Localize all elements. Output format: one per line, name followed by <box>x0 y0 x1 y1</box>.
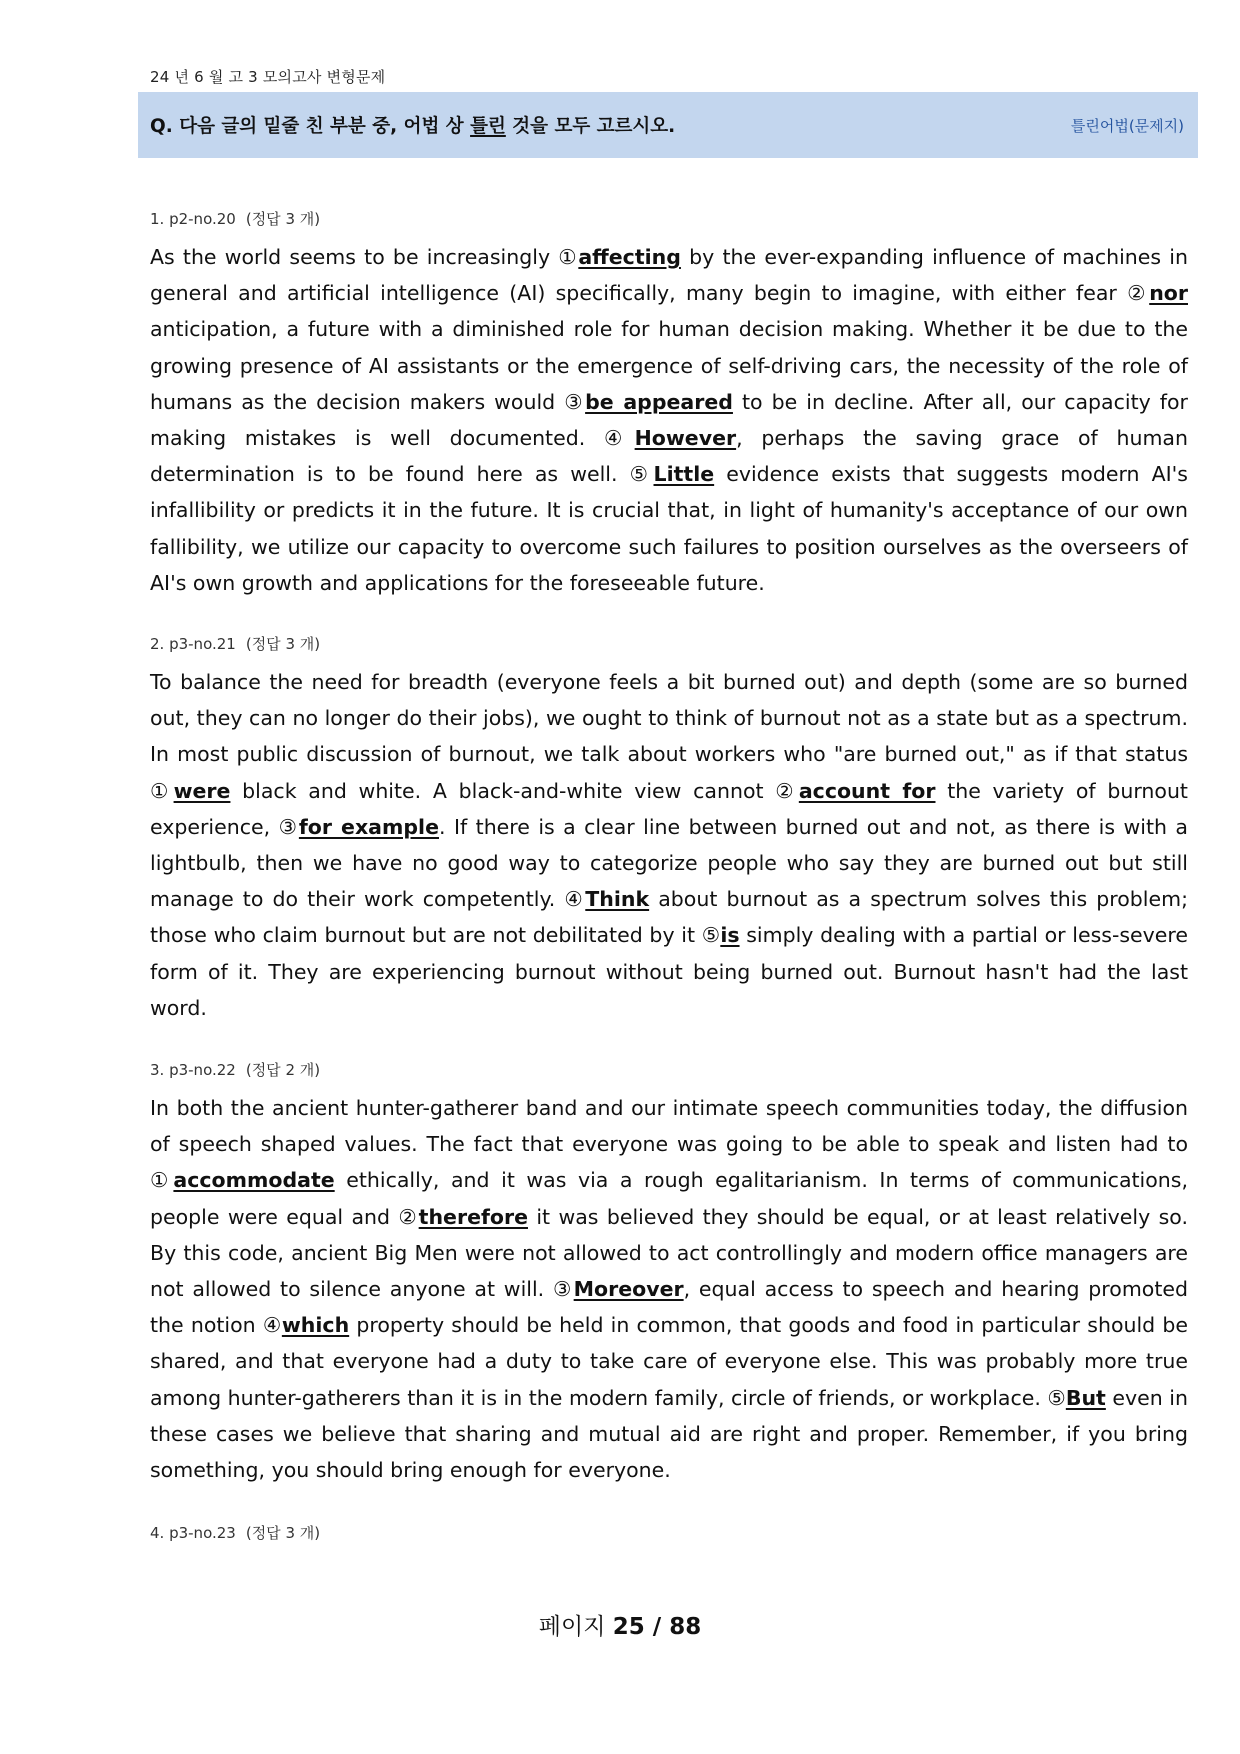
passage-segment: In both the ancient hunter-gatherer band and our intimate speech communities today, the diffusion of speech shaped values. The fact that everyone was going to be able to speak and listen had to <box>150 1096 1188 1157</box>
passage-segment: about burnout as a spectrum solves this problem; those who claim burnout but are not debilitated by it <box>150 887 1188 948</box>
answer-count: (정답 3 개) <box>245 210 321 228</box>
underlined-choice: were <box>173 778 231 803</box>
choice-number: ③ <box>552 1277 574 1302</box>
passage-segment: to be in decline. After all, our capacity for making mistakes is well documented. <box>150 389 1188 451</box>
answer-count: (정답 3 개) <box>245 635 321 653</box>
passage-segment: simply dealing with a partial or less-severe form of it. They are experiencing burnout without being burned out. Burnout hasn't had the last word. <box>150 923 1188 1020</box>
underlined-choice: be appeared <box>585 389 733 414</box>
problem-label: 4. p3-no.23 <box>150 1524 236 1542</box>
underlined-choice: affecting <box>578 245 681 269</box>
passage-segment: As the world seems to be increasingly <box>150 245 559 269</box>
underlined-choice: However <box>634 426 737 451</box>
question-instruction <box>150 112 675 138</box>
page-number-prefix: 페이지 <box>538 1614 613 1640</box>
question-prefix: Q. 다음 글의 밑줄 친 부분 중, 어법 상 <box>150 116 471 137</box>
underlined-choice: Moreover <box>573 1277 684 1302</box>
passage-text <box>150 239 1188 601</box>
choice-number: ⑤ <box>1047 1385 1066 1410</box>
choice-number: ① <box>150 778 174 803</box>
problem-label: 2. p3-no.21 <box>150 635 236 653</box>
answer-count: (정답 3 개) <box>245 1524 321 1542</box>
underlined-choice: Little <box>653 462 715 487</box>
passage-text <box>150 1090 1188 1488</box>
passage-segment: it was believed they should be equal, or at least relatively so. By this code, ancient Big Men were not allowed to act controllingly and modern office managers are not allowed to silence anyone at will. <box>150 1204 1188 1302</box>
choice-number: ⑤ <box>629 462 654 487</box>
choice-number: ④ <box>604 426 635 451</box>
underlined-choice: accommodate <box>173 1168 335 1193</box>
choice-number: ① <box>558 245 579 269</box>
problem-header <box>150 1522 1188 1543</box>
page-separator: / <box>644 1614 670 1640</box>
choice-number: ④ <box>262 1313 282 1338</box>
problem-label: 1. p2-no.20 <box>150 210 236 228</box>
passage-segment: by the ever-expanding influence of machines in general and artificial intelligence (AI) specifically, many begin to imagine, with either fear <box>150 245 1188 306</box>
passage-segment: , equal access to speech and hearing promoted the notion <box>150 1277 1188 1338</box>
problem-2 <box>150 633 1188 1026</box>
choice-number: ③ <box>278 814 299 839</box>
choice-number: ② <box>775 778 799 803</box>
choice-number: ② <box>1127 281 1150 306</box>
underlined-choice: But <box>1065 1385 1106 1410</box>
page-total: 88 <box>669 1614 702 1640</box>
problem-header <box>150 633 1188 654</box>
document-header: 24 년 6 월 고 3 모의고사 변형문제 <box>150 68 386 86</box>
choice-number: ③ <box>564 389 586 414</box>
page-number <box>0 1608 1240 1641</box>
problem-label: 3. p3-no.22 <box>150 1061 236 1079</box>
passage-segment: anticipation, a future with a diminished role for human decision making. Whether it be due to the growing presence of AI assistants or the emergence of self-driving cars, the necessity of the role of humans as the decision makers would <box>150 317 1188 414</box>
underlined-choice: therefore <box>418 1204 528 1229</box>
choice-number: ④ <box>564 887 586 912</box>
underlined-choice: Think <box>585 887 650 912</box>
passage-segment: evidence exists that suggests modern AI's infallibility or predicts it in the future. It is crucial that, in light of humanity's acceptance of our own fallibility, we utilize our capacity to overcome such failures to position ourselves as the overseers of AI's own growth and applications for the foreseeable future. <box>150 462 1188 595</box>
problem-1 <box>150 208 1188 601</box>
underlined-choice: account for <box>798 778 936 803</box>
passage-segment: property should be held in common, that goods and food in particular should be shared, and that everyone had a duty to take care of everyone else. This was probably more true among hunter-gatherers than it is in the modern family, circle of friends, or workplace. <box>150 1313 1188 1410</box>
passage-segment: the variety of burnout experience, <box>150 778 1188 839</box>
question-underlined-word: 틀린 <box>470 116 506 137</box>
answer-count: (정답 2 개) <box>245 1061 321 1079</box>
underlined-choice: which <box>281 1313 350 1338</box>
choice-number: ⑤ <box>701 923 721 948</box>
problem-4 <box>150 1522 1188 1553</box>
passage-segment: even in these cases we believe that sharing and mutual aid are right and proper. Remember, if you bring something, you should bring enough for everyone. <box>150 1385 1188 1483</box>
question-type-tag: 틀린어법(문제지) <box>1070 116 1184 135</box>
question-suffix: 것을 모두 고르시오. <box>505 116 676 137</box>
choice-number: ① <box>150 1168 174 1193</box>
passage-segment: ethically, and it was via a rough egalitarianism. In terms of communications, people were equal and <box>150 1168 1188 1229</box>
passage-segment: , perhaps the saving grace of human determination is to be found here as well. <box>150 426 1188 487</box>
choice-number: ② <box>398 1204 419 1229</box>
question-banner <box>138 92 1198 158</box>
page-current: 25 <box>612 1614 645 1640</box>
problem-header <box>150 1059 1188 1080</box>
passage-segment: black and white. A black-and-white view cannot <box>230 778 776 803</box>
passage-segment: To balance the need for breadth (everyone feels a bit burned out) and depth (some are so burned out, they can no longer do their jobs), we ought to think of burnout not as a state but as a spectrum. In most public discussion of burnout, we talk about workers who "are burned out," as if that status <box>150 670 1188 767</box>
underlined-choice: for example <box>298 814 439 839</box>
problem-3 <box>150 1059 1188 1488</box>
underlined-choice: is <box>720 923 740 948</box>
problem-header <box>150 208 1188 229</box>
passage-text <box>150 664 1188 1026</box>
underlined-choice: nor <box>1149 281 1188 306</box>
passage-segment: . If there is a clear line between burned out and not, as there is with a lightbulb, then we have no good way to categorize people who say they are burned out but still manage to do their work competently. <box>150 814 1188 912</box>
